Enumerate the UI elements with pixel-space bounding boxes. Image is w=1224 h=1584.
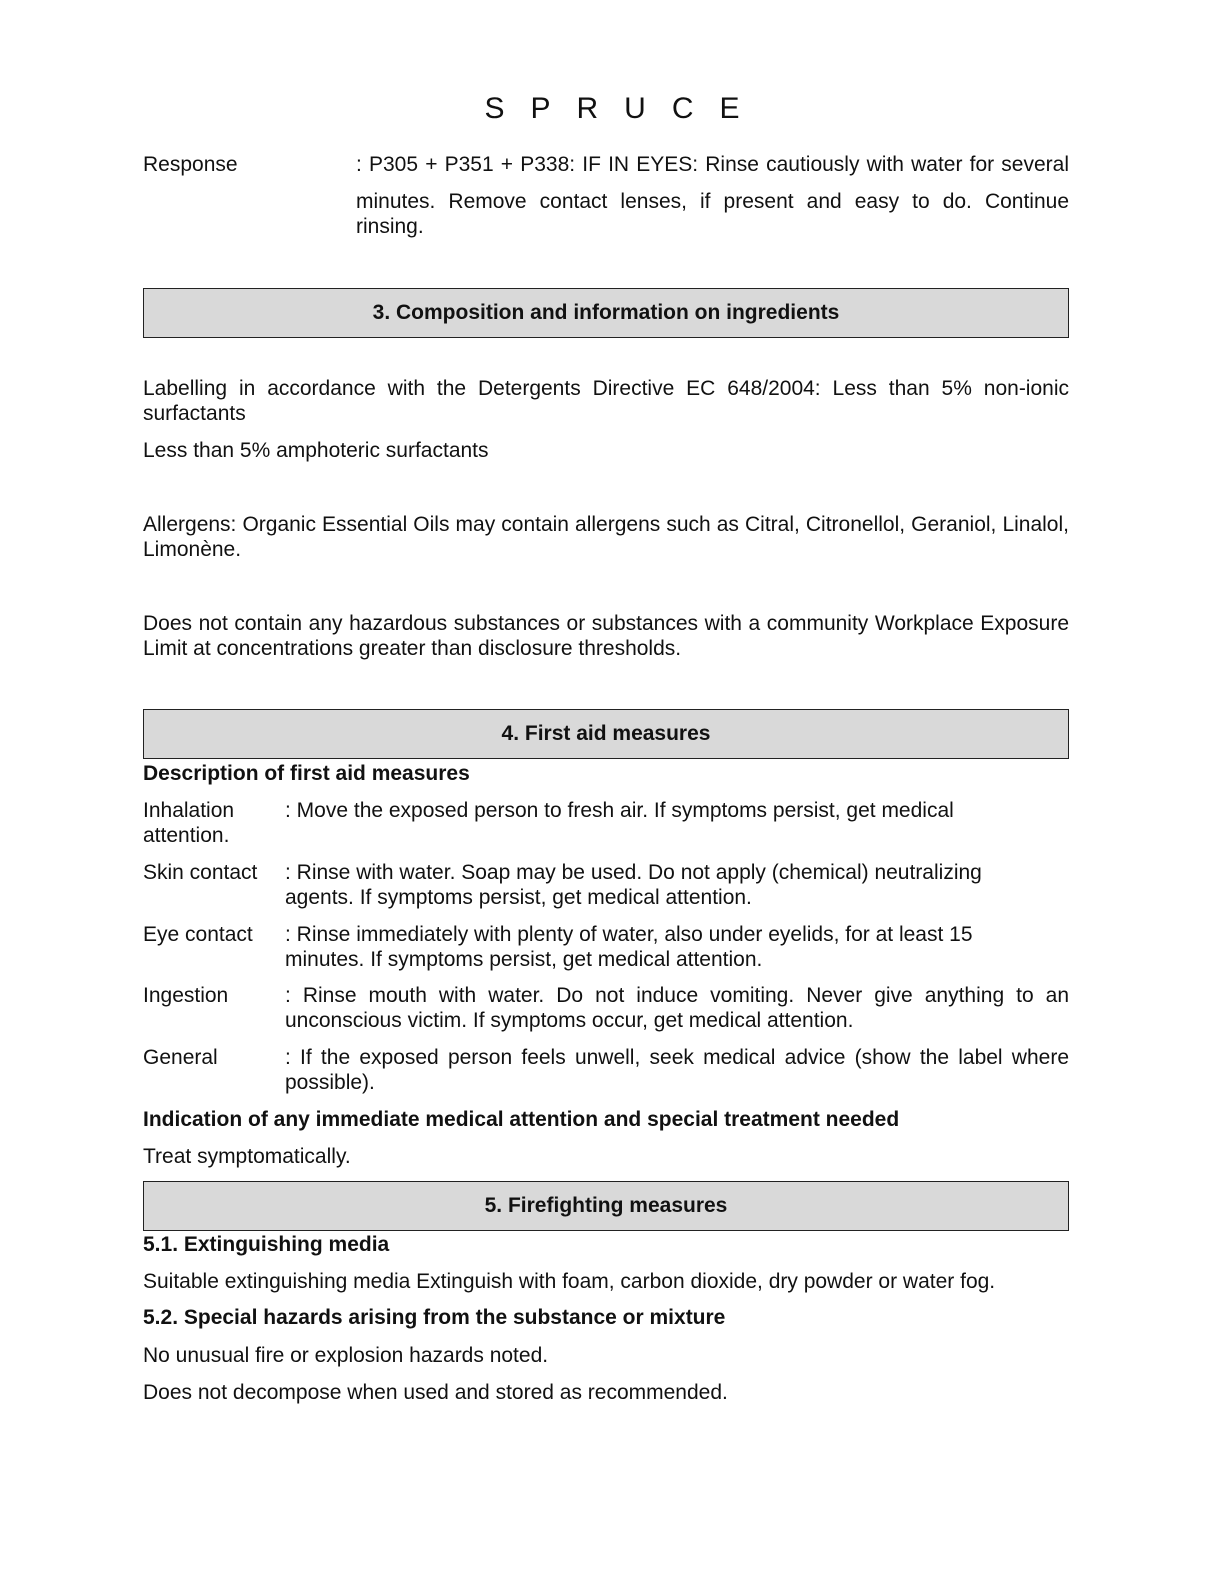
ingestion-text: : Rinse mouth with water. Do not induce vomiting. Never give anything to an unconscious victim. If symptoms occur, get medical attention. <box>285 984 1069 1032</box>
response-block <box>143 152 1069 242</box>
skin-contact-label: Skin contact <box>143 861 258 884</box>
special-hazards-text-2: Does not decompose when used and stored as recommended. <box>143 1381 728 1404</box>
special-hazards-text-1: No unusual fire or explosion hazards noted. <box>143 1344 549 1367</box>
first-aid-ingestion <box>143 983 1069 1033</box>
ingestion-label: Ingestion <box>143 984 229 1007</box>
eye-contact-label: Eye contact <box>143 923 253 946</box>
allergens-text: Allergens: Organic Essential Oils may contain allergens such as Citral, Citronellol, Geraniol, Linalol, Limonène. <box>143 513 1069 561</box>
extinguishing-media-title: 5.1. Extinguishing media <box>143 1233 390 1256</box>
first-aid-skin-contact <box>143 860 1069 910</box>
first-aid-subtitle: Description of first aid measures <box>143 762 470 785</box>
eye-contact-text: : Rinse immediately with plenty of water, also under eyelids, for at least 15 minutes. If symptoms persist, get medical attention. <box>285 923 973 971</box>
first-aid-eye-contact <box>143 922 1069 972</box>
general-label: General <box>143 1046 218 1069</box>
amphoteric-text: Less than 5% amphoteric surfactants <box>143 439 489 462</box>
inhalation-text-cont: attention. <box>143 824 230 847</box>
extinguishing-media-text: Suitable extinguishing media Extinguish with foam, carbon dioxide, dry powder or water fog. <box>143 1270 996 1293</box>
first-aid-inhalation <box>143 798 1069 848</box>
general-text: : If the exposed person feels unwell, seek medical advice (show the label where possible). <box>285 1046 1069 1094</box>
section-4-header: 4. First aid measures <box>143 709 1069 759</box>
inhalation-text: : Move the exposed person to fresh air. If symptoms persist, get medical <box>285 799 954 822</box>
hazard-statement-text: Does not contain any hazardous substances or substances with a community Workplace Exposure Limit at concentrations greater than disclosure thresholds. <box>143 612 1069 660</box>
labelling-text: Labelling in accordance with the Detergents Directive EC 648/2004: Less than 5% non-ionic surfactants <box>143 377 1069 425</box>
special-hazards-title: 5.2. Special hazards arising from the substance or mixture <box>143 1306 726 1329</box>
response-label: Response <box>143 153 238 176</box>
first-aid-general <box>143 1045 1069 1095</box>
indication-text: Treat symptomatically. <box>143 1145 351 1168</box>
section-3-header: 3. Composition and information on ingredients <box>143 288 1069 338</box>
section-5-header: 5. Firefighting measures <box>143 1181 1069 1231</box>
brand-header: SPRUCE <box>484 92 766 125</box>
indication-title: Indication of any immediate medical attention and special treatment needed <box>143 1108 900 1131</box>
skin-contact-text: : Rinse with water. Soap may be used. Do not apply (chemical) neutralizing agents. If symptoms persist, get medical attention. <box>285 861 982 909</box>
response-text-wrap <box>356 152 1069 239</box>
response-line2: minutes. Remove contact lenses, if present and easy to do. Continue rinsing. <box>356 190 1069 238</box>
response-line1: : P305 + P351 + P338: IF IN EYES: Rinse cautiously with water for several <box>356 153 1069 176</box>
inhalation-label: Inhalation <box>143 799 235 822</box>
